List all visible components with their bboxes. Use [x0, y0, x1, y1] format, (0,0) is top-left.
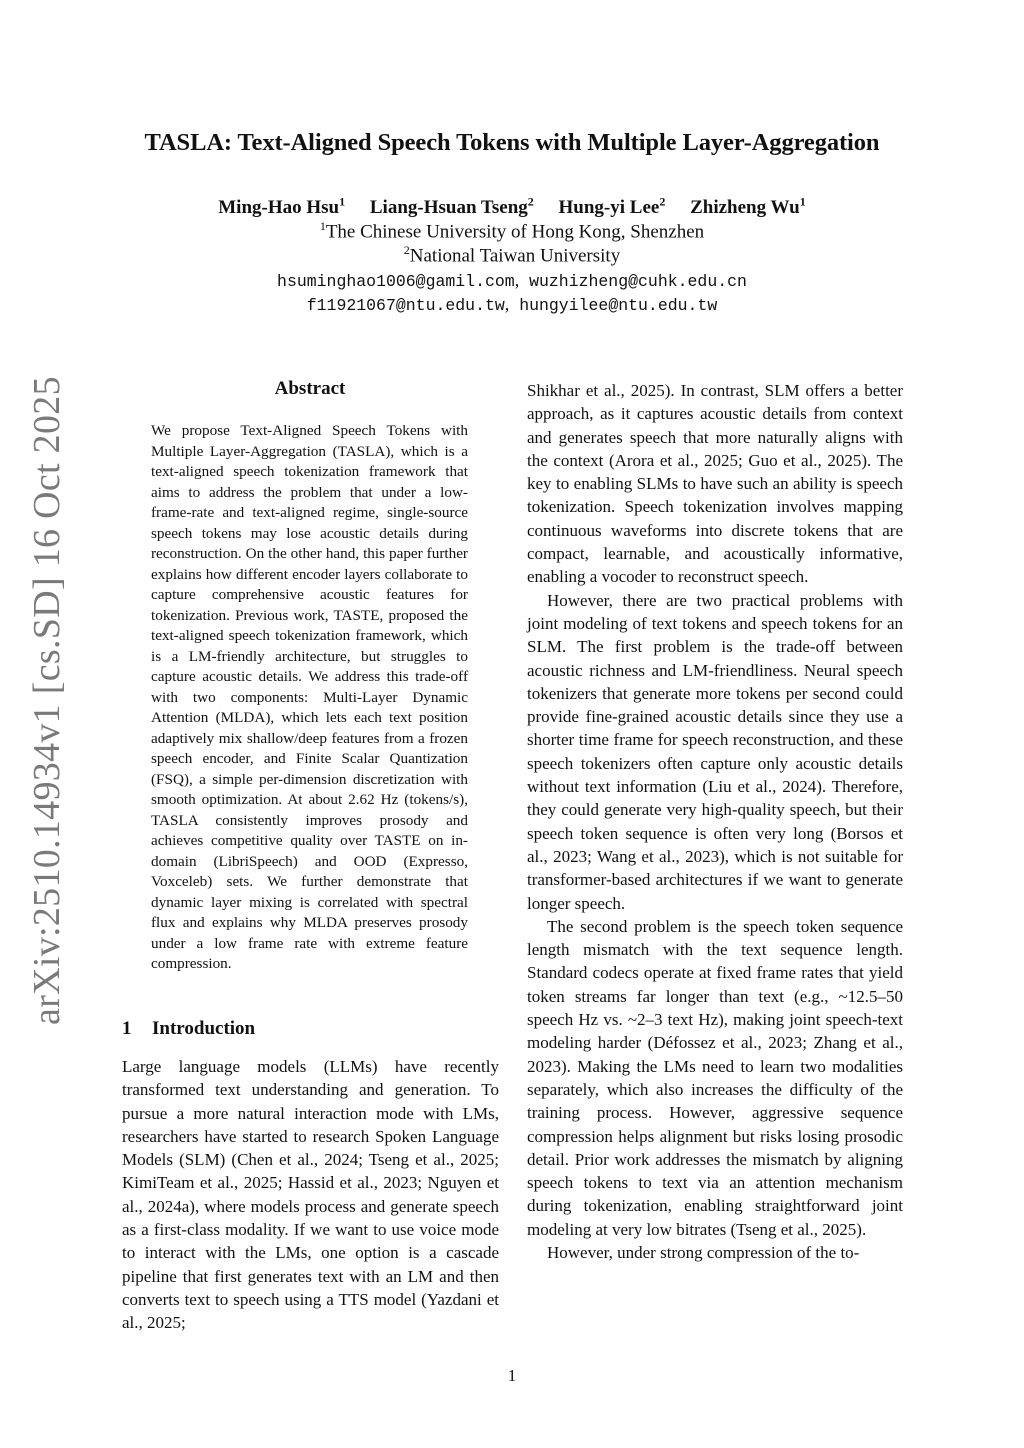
abstract-heading: Abstract [274, 378, 346, 399]
email-link[interactable]: hsuminghao1006@gamil.com [277, 272, 515, 291]
affiliation: $^1$The Chinese University of Hong Kong, Shenzhen [319, 219, 705, 243]
introduction-paragraph: Large language models (LLMs) have recently transformed text understanding and generation. To pursue a more natural interaction mode with LMs, researchers have started to research Spoken Language Models (SLM) (Chen et al., 2024; Tseng et al., 2025; KimiTeam et al., 2025; Hassid et al., 2023; Nguyen et al., 2024a), where models process and generate speech as a first-class modality. If we want to use voice mode to interact with the LMs, one option is a cascade pipeline that first generates text with an LM and then converts text to speech using a TTS model (Yazdani et al., 2025; [122, 1057, 499, 1333]
author: Zhizheng Wu$^1$ [690, 195, 806, 219]
section-heading-introduction: 1 Introduction [122, 1018, 256, 1039]
arxiv-identifier-stamp: arXiv:2510.14934v1 [cs.SD] 16 Oct 2025 [26, 376, 68, 1025]
abstract-text: We propose Text-Aligned Speech Tokens with Multiple Layer-Aggregation (TASLA), which is a text-aligned speech tokenization framework that aims to address the problem that under a low-frame-rate and text-aligned regime, single-source speech tokens may lose acoustic details during reconstruction. On the other hand, this paper further explains how different encoder layers collaborate to capture comprehensive acoustic features for tokenization. Previous work, TASTE, proposed the text-aligned speech tokenization framework, which is a LM-friendly architecture, but struggles to capture acoustic details. We address this trade-off with two components: Multi-Layer Dynamic Attention (MLDA), which lets each text position adaptively mix shallow/deep features from a frozen speech encoder, and Finite Scalar Quantization (FSQ), a simple per-dimension discretization with smooth optimization. At about 2.62 Hz (tokens/s), TASLA consistently improves prosody and achieves competitive quality over TASTE on in-domain (LibriSpeech) and OOD (Expresso, Voxceleb) sets. We further demonstrate that dynamic layer mixing is correlated with spectral flux and explains why MLDA preserves prosody under a low frame rate with extreme feature compression. [151, 422, 468, 972]
author-emails: hsuminghao1006@gamil.com, wuzhizheng@cuhk.edu.cn [277, 270, 747, 291]
paragraph: However, under strong compression of the to- [547, 1242, 860, 1262]
right-column-text [527, 379, 903, 1264]
email-link[interactable]: wuzhizheng@cuhk.edu.cn [529, 272, 747, 291]
author-list [0, 195, 1024, 219]
author-emails: f11921067@ntu.edu.tw, hungyilee@ntu.edu.tw [306, 294, 718, 315]
paragraph: The second problem is the speech token sequence length mismatch with the text sequence length. Standard codecs operate at fixed frame rates that yield token streams far longer than text (e.g., ~12.5–50 speech Hz vs. ~2–3 text Hz), making joint speech-text modeling harder (Défossez et al., 2023; Zhang et al., 2023). Making the LMs need to learn two modalities separately, which also increases the difficulty of the training process. However, aggressive sequence compression helps alignment but risks losing prosodic detail. Prior work addresses the mismatch by aligning speech tokens to text via an attention mechanism during tokenization, enabling straightforward joint modeling at very low bitrates (Tseng et al., 2025). [527, 916, 903, 1239]
author: Liang-Hsuan Tseng$^2$ [369, 195, 534, 219]
page-number: 1 [507, 1366, 517, 1385]
paper-title: TASLA: Text-Aligned Speech Tokens with Multiple Layer-Aggregation [144, 129, 880, 156]
email-link[interactable]: f11921067@ntu.edu.tw [306, 296, 505, 315]
affiliation: $^2$National Taiwan University [403, 243, 621, 267]
paragraph: Shikhar et al., 2025). In contrast, SLM offers a better approach, as it captures acoustic details from context and generates speech that more naturally aligns with the context (Arora et al., 2025; Guo et al., 2025). The key to enabling SLMs to have such an ability is speech tokenization. Speech tokenization involves mapping continuous waveforms into discrete tokens that are compact, learnable, and acoustically informative, enabling a vocoder to reconstruct speech. [527, 381, 903, 587]
paragraph: However, there are two practical problems with joint modeling of text tokens and speech tokens for an SLM. The first problem is the trade-off between acoustic richness and LM-friendliness. Neural speech tokenizers that generate more tokens per second could provide fine-grained acoustic details since they use a shorter time frame for speech reconstruction, and these speech tokenizers often capture only acoustic details without text information (Liu et al., 2024). Therefore, they could generate very high-quality speech, but their speech token sequence is often very long (Borsos et al., 2023; Wang et al., 2023), which is not suitable for transformer-based architectures if we want to generate longer speech. [527, 590, 903, 913]
email-link[interactable]: hungyilee@ntu.edu.tw [519, 296, 718, 315]
author: Ming-Hao Hsu$^1$ [218, 195, 346, 219]
author: Hung-yi Lee$^2$ [558, 195, 666, 219]
